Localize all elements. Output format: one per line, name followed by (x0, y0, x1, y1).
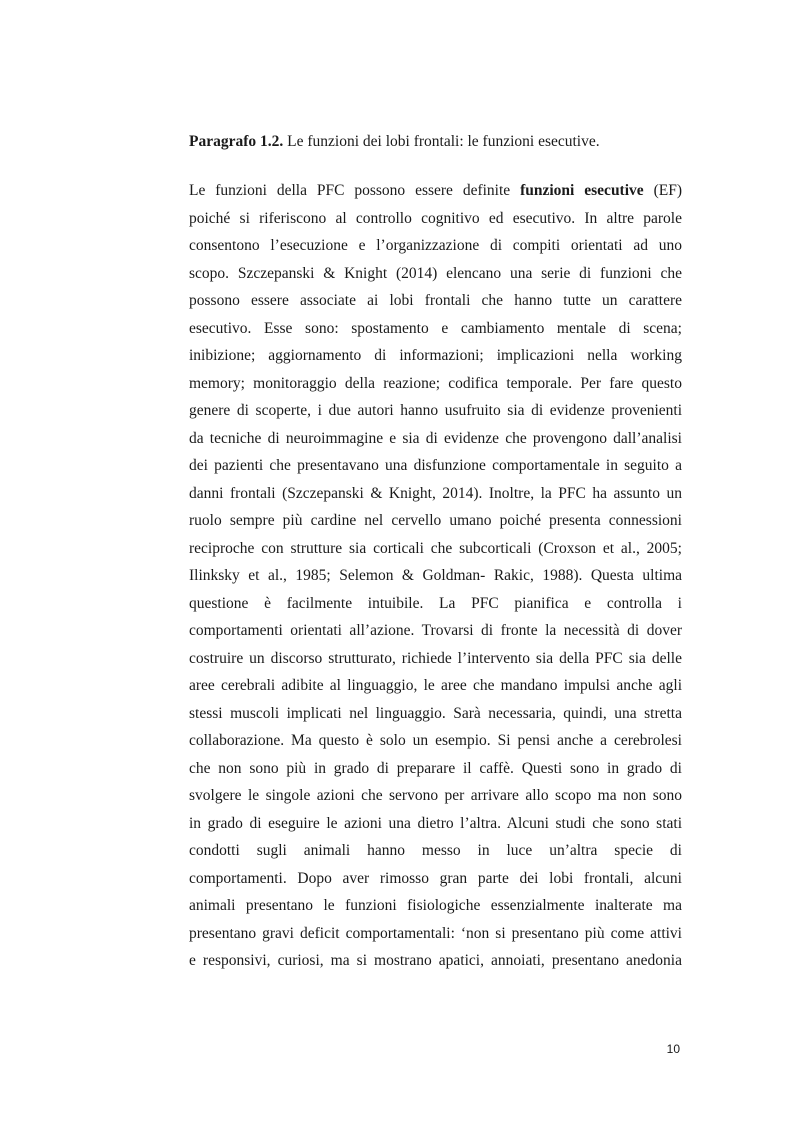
paragraph-line: stessi muscoli implicati nel linguaggio. Sarà necessaria, quindi, una stretta (189, 704, 682, 722)
paragraph-line: ruolo sempre più cardine nel cervello umano poiché presenta connessioni (189, 512, 682, 529)
paragraph-line: comportamenti. Dopo aver rimosso gran parte dei lobi frontali, alcuni (189, 869, 682, 887)
paragraph-line: svolgere le singole azioni che servono per arrivare allo scopo ma non sono (189, 787, 682, 804)
paragraph-line: reciproche con strutture sia corticali che subcorticali (Croxson et al., 2005; (189, 539, 682, 557)
paragraph-line: dei pazienti che presentavano una disfunzione comportamentale in seguito a (189, 457, 682, 474)
paragraph-line: comportamenti orientati all’azione. Trovarsi di fronte la necessità di dover (189, 622, 682, 639)
paragraph-line: esecutivo. Esse sono: spostamento e cambiamento mentale di scena; (189, 319, 682, 337)
paragraph-line: animali presentano le funzioni fisiologiche essenzialmente inalterate ma (189, 897, 682, 914)
paragraph-line: consentono l’esecuzione e l’organizzazione di compiti orientati ad uno (189, 237, 682, 254)
section-heading-title: Le funzioni dei lobi frontali: le funzioni esecutive. (287, 133, 600, 150)
paragraph-line: costruire un discorso strutturato, richiede l’intervento sia della PFC sia delle (189, 649, 682, 667)
bold-term: funzioni esecutive (520, 182, 644, 199)
paragraph-line: in grado di eseguire le azioni una dietro l’altra. Alcuni studi che sono stati (189, 814, 682, 832)
paragraph-line: collaborazione. Ma questo è solo un esempio. Si pensi anche a cerebrolesi (189, 732, 682, 749)
paragraph-line: poiché si riferiscono al controllo cognitivo ed esecutivo. In altre parole (189, 209, 682, 227)
paragraph-line: Ilinksky et al., 1985; Selemon & Goldman- Rakic, 1988). Questa ultima (189, 567, 682, 584)
paragraph-line: memory; monitoraggio della reazione; codifica temporale. Per fare questo (189, 374, 682, 392)
paragraph-line: e responsivi, curiosi, ma si mostrano apatici, annoiati, presentano anedonia (189, 952, 682, 969)
section-heading-label: Paragrafo 1.2. (189, 133, 284, 150)
paragraph-line: questione è facilmente intuibile. La PFC pianifica e controlla i (189, 594, 682, 612)
paragraph-line: condotti sugli animali hanno messo in luce un’altra specie di (189, 842, 682, 859)
paragraph-line: Le funzioni della PFC possono essere definite funzioni esecutive (EF) (189, 182, 682, 199)
paragraph-line: possono essere associate ai lobi frontali che hanno tutte un carattere (189, 292, 682, 309)
page-number: 10 (666, 1042, 680, 1056)
paragraph-line: da tecniche di neuroimmagine e sia di evidenze che provengono dall’analisi (189, 429, 682, 447)
paragraph-line: scopo. Szczepanski & Knight (2014) elencano una serie di funzioni che (189, 264, 682, 282)
paragraph-line: aree cerebrali adibite al linguaggio, le aree che mandano impulsi anche agli (189, 677, 682, 694)
paragraph-line: genere di scoperte, i due autori hanno usufruito sia di evidenze provenienti (189, 402, 682, 419)
paragraph-line: presentano gravi deficit comportamentali: ‘non si presentano più come attivi (189, 924, 682, 942)
section-heading (189, 132, 684, 152)
body-paragraph (189, 181, 682, 979)
paragraph-line: danni frontali (Szczepanski & Knight, 2014). Inoltre, la PFC ha assunto un (189, 484, 682, 502)
paragraph-line: che non sono più in grado di preparare il caffè. Questi sono in grado di (189, 759, 682, 777)
paragraph-line: inibizione; aggiornamento di informazioni; implicazioni nella working (189, 347, 682, 364)
